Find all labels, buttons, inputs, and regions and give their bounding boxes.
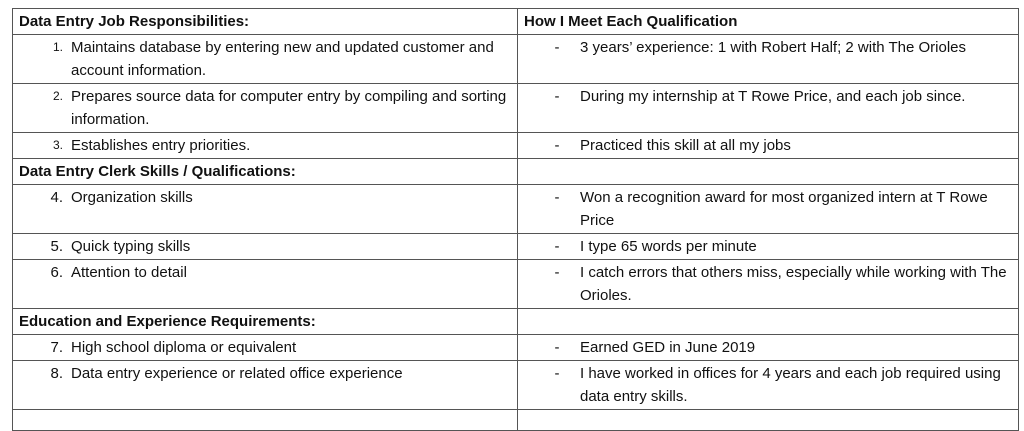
dash-bullet: - (554, 365, 560, 382)
responsibilities-header: Data Entry Job Responsibilities: (13, 9, 518, 35)
item-number: 3. (52, 138, 63, 152)
dash-item (524, 36, 1012, 59)
answer-cell (518, 260, 1019, 309)
answer-text: Won a recognition award for most organized intern at T Rowe Price (580, 189, 988, 229)
dash-bullet: - (554, 39, 560, 56)
empty-cell (518, 410, 1019, 431)
table-row (13, 133, 1019, 159)
item-number: 2. (52, 89, 63, 103)
answer-cell (518, 335, 1019, 361)
dash-item (524, 362, 1012, 408)
section-row (13, 309, 1019, 335)
qualifications-table (12, 8, 1019, 431)
qualifications-document (12, 8, 1018, 431)
dash-item (524, 186, 1012, 232)
empty-cell (13, 410, 518, 431)
skills-section-header: Data Entry Clerk Skills / Qualifications: (13, 159, 518, 185)
dash-bullet: - (554, 189, 560, 206)
answer-text: Earned GED in June 2019 (580, 339, 756, 356)
qualification-header: How I Meet Each Qualification (518, 9, 1019, 35)
item-number: 8. (50, 365, 63, 382)
education-section-header: Education and Experience Requirements: (13, 309, 518, 335)
dash-bullet: - (554, 137, 560, 154)
requirement-cell (13, 234, 518, 260)
answer-text: I type 65 words per minute (580, 238, 757, 255)
item-number: 5. (50, 238, 63, 255)
table-row (13, 361, 1019, 410)
requirement-cell (13, 361, 518, 410)
item-number: 6. (50, 264, 63, 281)
item-text: High school diploma or equivalent (71, 339, 297, 356)
empty-row (13, 410, 1019, 431)
item-text: Data entry experience or related office experience (71, 365, 403, 382)
table-row (13, 234, 1019, 260)
dash-bullet: - (554, 339, 560, 356)
item-number: 7. (50, 339, 63, 356)
requirement-cell (13, 335, 518, 361)
item-text: Organization skills (71, 189, 193, 206)
numbered-item (19, 36, 511, 82)
answer-text: I catch errors that others miss, especially while working with The Orioles. (580, 264, 1007, 304)
header-row (13, 9, 1019, 35)
answer-cell (518, 84, 1019, 133)
table-row (13, 185, 1019, 234)
empty-cell (518, 159, 1019, 185)
numbered-item (19, 85, 511, 131)
answer-cell (518, 35, 1019, 84)
table-row (13, 84, 1019, 133)
requirement-cell (13, 260, 518, 309)
numbered-item (19, 186, 511, 209)
table-row (13, 35, 1019, 84)
answer-text: During my internship at T Rowe Price, and each job since. (580, 88, 966, 105)
dash-bullet: - (554, 88, 560, 105)
dash-item (524, 235, 1012, 258)
item-text: Establishes entry priorities. (71, 137, 251, 154)
table-row (13, 260, 1019, 309)
dash-bullet: - (554, 238, 560, 255)
requirement-cell (13, 133, 518, 159)
item-text: Attention to detail (71, 264, 187, 281)
item-text: Maintains database by entering new and updated customer and account information. (71, 39, 494, 79)
numbered-item (19, 362, 511, 385)
numbered-item (19, 336, 511, 359)
item-text: Quick typing skills (71, 238, 191, 255)
numbered-item (19, 261, 511, 284)
answer-cell (518, 133, 1019, 159)
item-number: 4. (50, 189, 63, 206)
answer-cell (518, 185, 1019, 234)
dash-item (524, 336, 1012, 359)
dash-item (524, 261, 1012, 307)
empty-cell (518, 309, 1019, 335)
item-text: Prepares source data for computer entry by compiling and sorting information. (71, 88, 507, 128)
numbered-item (19, 134, 511, 157)
item-number: 1. (52, 40, 63, 54)
answer-cell (518, 361, 1019, 410)
requirement-cell (13, 84, 518, 133)
numbered-item (19, 235, 511, 258)
answer-cell (518, 234, 1019, 260)
dash-bullet: - (554, 264, 560, 281)
answer-text: Practiced this skill at all my jobs (580, 137, 791, 154)
answer-text: 3 years’ experience: 1 with Robert Half; 2 with The Orioles (580, 39, 967, 56)
answer-text: I have worked in offices for 4 years and each job required using data entry skills. (580, 365, 1001, 405)
requirement-cell (13, 35, 518, 84)
requirement-cell (13, 185, 518, 234)
dash-item (524, 85, 1012, 108)
dash-item (524, 134, 1012, 157)
table-row (13, 335, 1019, 361)
section-row (13, 159, 1019, 185)
